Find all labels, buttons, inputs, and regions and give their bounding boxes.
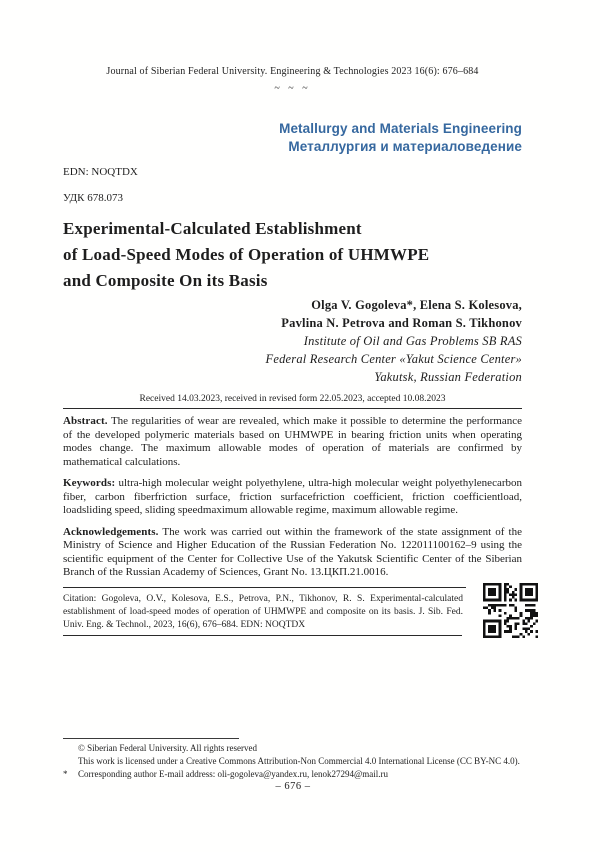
affiliation-block [63, 332, 522, 386]
citation-text: Citation: Gogoleva, O.V., Kolesova, E.S., Petrova, P.N., Tikhonov, R. S. Experimental-calculated establishment of load-speed modes of operation of UHMWPE and composite on its basis. J. Sib. Fed. Univ. Eng. & Technol., 2023, 16(6), 676–684. EDN: NOQTDX [63, 593, 463, 630]
journal-header-line: Journal of Siberian Federal University. Engineering & Technologies 2023 16(6): 676–684 [106, 66, 479, 77]
footer-corresponding-text: Corresponding author E-mail address: oli-gogoleva@yandex.ru, lenok27294@mail.ru [78, 769, 389, 779]
keywords-text: ultra-high molecular weight polyethylene, ultra-high molecular weight polyethylenecarbon fiber, carbon fiberfriction surface, friction surfacefriction coefficient, friction coefficientload, loadsliding speed, sliding speedmaximum allowable regime, maximum allowable regime. [63, 477, 522, 516]
footer-license: This work is licensed under a Creative Commons Attribution-Non Commercial 4.0 International License (CC BY-NC 4.0). [78, 756, 520, 766]
citation-qr-code [483, 583, 538, 638]
acknowledgements-label: Acknowledgements. [63, 525, 159, 538]
page-content-column [63, 0, 522, 636]
keywords-paragraph [63, 477, 522, 518]
citation-rule-bottom [63, 635, 462, 636]
section-heading-en: Metallurgy and Materials Engineering [279, 121, 522, 136]
separator-rule-top [63, 408, 522, 409]
keywords-label: Keywords: [63, 477, 116, 489]
article-title-line-2: of Load-Speed Modes of Operation of UHMWPE [63, 245, 430, 264]
abstract-text: The regularities of wear are revealed, which make it possible to determine the performance of the developed polymeric materials based on UHMWPE in bearing friction units when operating modes change. The maximum allowable modes of operation of materials are confirmed by mathematical calculations. [63, 415, 522, 468]
section-heading-ru: Металлургия и материаловедение [288, 139, 522, 154]
abstract-paragraph [63, 415, 522, 469]
footer-copyright: © Siberian Federal University. All rights reserved [78, 743, 257, 753]
authors-block [63, 296, 522, 332]
edn-code: EDN: NOQTDX [63, 166, 138, 178]
abstract-label: Abstract. [63, 415, 108, 427]
footnote-rule [63, 738, 239, 739]
corresponding-asterisk: * [63, 769, 68, 779]
footer-corresponding-line [63, 768, 533, 781]
affiliation-line-3: Yakutsk, Russian Federation [374, 370, 522, 384]
article-title-line-1: Experimental-Calculated Establishment [63, 219, 362, 238]
citation-rule-top [63, 587, 466, 588]
affiliation-line-2: Federal Research Center «Yakut Science Center» [265, 352, 522, 366]
footnote-block [63, 738, 533, 781]
acknowledgements-paragraph [63, 526, 522, 580]
article-title-line-3: and Composite On its Basis [63, 271, 268, 290]
authors-line-1: Olga V. Gogoleva*, Elena S. Kolesova, [311, 298, 522, 312]
received-dates-line: Received 14.03.2023, received in revised form 22.05.2023, accepted 10.08.2023 [139, 394, 446, 404]
affiliation-line-1: Institute of Oil and Gas Problems SB RAS [303, 334, 522, 348]
authors-line-2: Pavlina N. Petrova and Roman S. Tikhonov [281, 316, 522, 330]
page-number: – 676 – [275, 781, 311, 792]
article-title [63, 216, 522, 294]
udk-code: УДК 678.073 [63, 192, 124, 204]
tilde-separator: ~ ~ ~ [274, 83, 311, 94]
acknowledgements-text: The work was carried out within the framework of the state assignment of the Ministry of Science and Higher Education of the Russian Federation No. 122011100162–9 using the scientific equipment of the Center for Collective Use of the Yakutsk Scientific Center of the Siberian Branch of the Russian Academy of Sciences, Grant No. 13.ЦКП.21.0016. [63, 525, 522, 578]
section-heading [63, 120, 522, 156]
